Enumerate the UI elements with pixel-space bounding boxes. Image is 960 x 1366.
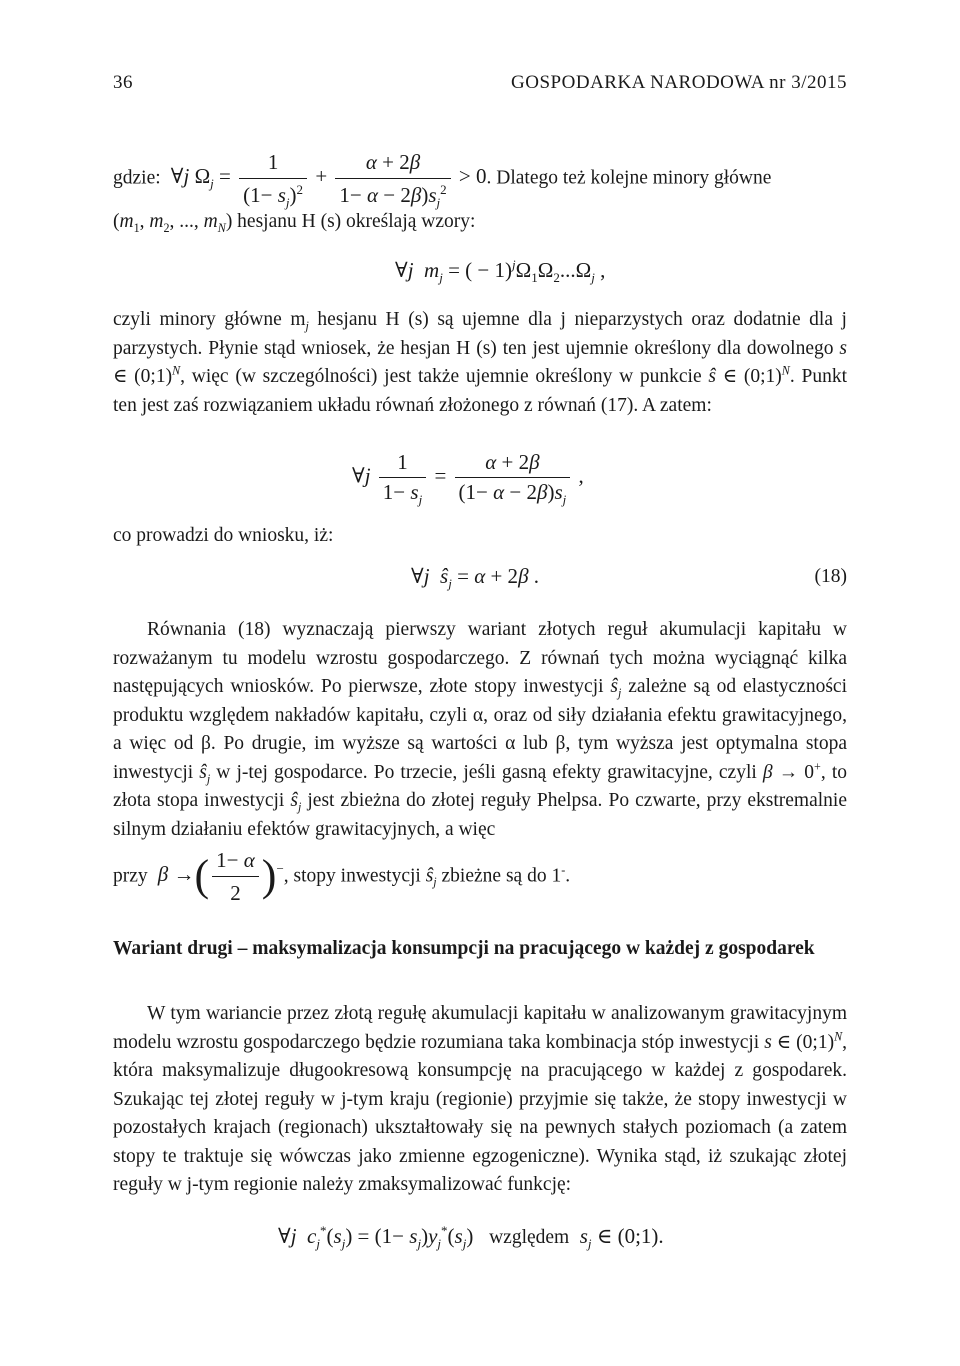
minors-list-tail: ) hesjanu H (s) określają wzory: <box>225 211 476 232</box>
paragraph-conclusions: Równania (18) wyznaczają pierwszy wariant złotych reguł akumulacji kapitału w rozważanym tu modelu wzrostu gospodarczego. Z równań tych można wyciągnąć kilka następujących wniosków. Po pierwsze, złote stopy inwestycji $ŝ_j$ zależne są od elastyczności produktu względem nakładów kapitału, czyli α, oraz od siły działania efektu grawitacyjnego, a więc od β. Po drugie, im wyższe są wartości α lub β, tym wyższa jest optymalna stopa inwestycji $ŝ_j$ w j-tej gospodarce. Po trzecie, jeśli gasną efekty grawitacyjne, czyli β → 0+, to złota stopa inwestycji $ŝ_j$ jest zbieżna do złotej reguły Phelpsa. Po czwarte, przy ekstremalnie silnym działaniu efektów grawitacyjnych, a więc <box>113 619 847 840</box>
equation-18: ∀j $ŝ_j = \alpha + 2\beta$ . <box>411 564 540 592</box>
minor-formula: ∀j $m_j$ = ( − $1)^j\Omega_1\Omega_2...\Omega_j$ , <box>395 257 606 286</box>
gdzie-line <box>113 148 847 209</box>
consumption-function: ∀j $c_j^*(s_j) = (1- s_j)y_j^*(s_j)$ względem $s_j$ ∈ (0;1). <box>278 1223 664 1252</box>
paragraph-hessian: czyli minory główne $m_j$ hesjanu H (s) są ujemne dla j nieparzystych oraz dodatnie dla j parzystych. Płynie stąd wniosek, że hesjan H (s) ten jest ujemnie określony dla dowolnego s ∈ (0;1)$^N$, więc (w szczególności) jest także ujemnie określony w punkcie ŝ ∈ (0;1)$^N$. Punkt ten jest zaś rozwiązaniem układu równań złożonego z równań (17). A zatem: <box>113 309 847 416</box>
equation-ratio: ∀j $\frac{1}{1- s_j}$ = $\frac{\alpha + 2\beta}{(1- \alpha - 2\beta)s_j}$ , <box>352 450 584 508</box>
omega-definition: ∀j $\Omega_j$ = $\frac{1}{(1- s_j)^2}$ + $\frac{\alpha + 2\beta}{1- \alpha - 2\beta)s_j^2}$ > 0 <box>165 150 487 211</box>
page-number: 36 <box>113 72 133 93</box>
przy-line: przy β →( $\frac{1- \alpha}{2}$ )−, stopy inwestycji $ŝ_j$ zbieżne są do 1-. <box>113 848 571 905</box>
minors-list-line: ($m_1$, $m_2$, ..., $m_N$) hesjanu H (s) określają wzory: <box>113 211 476 235</box>
journal-title: GOSPODARKA NARODOWA nr 3/2015 <box>511 72 847 93</box>
dlatego-text: . Dlatego też kolejne minory główne <box>486 167 772 189</box>
gdzie-label: gdzie: <box>113 167 161 189</box>
equation-18-label: (18) <box>814 566 847 587</box>
paragraph-variant-two: W tym wariancie przez złotą regułę akumulacji kapitału w analizowanym grawitacyjnym modelu wzrostu gospodarczego będzie rozumiana taka kombinacja stóp inwestycji s ∈ (0;1)$^N$, która maksymalizuje długookresową konsumpcję na pracującego w każdej z gospodarek. Szukając tej złotej reguły w j-tym kraju (regionie) przyjmie się także, że stopy inwestycji w pozostałych krajach (regionach) ukształtowały się na pewnych stałych poziomach (a zatem stopy te traktuje się wówczas jako zmienne egzogeniczne). Wynika stąd, iż szukając złotej reguły w j-tym regionie należy zmaksymalizować funkcję: <box>113 1003 847 1195</box>
section-heading: Wariant drugi – maksymalizacja konsumpcji na pracującego w każdej z gospodarek <box>113 938 815 959</box>
co-prowadzi-line: co prowadzi do wniosku, iż: <box>113 525 334 546</box>
